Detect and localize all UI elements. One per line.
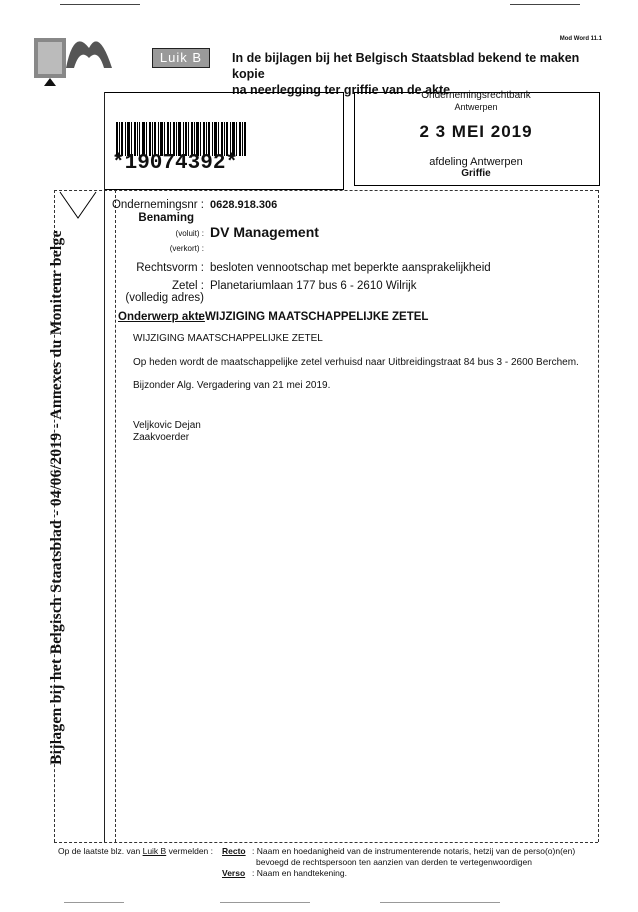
zetel-note: (volledig adres) xyxy=(125,292,204,304)
zetel-label: Zetel : xyxy=(172,280,204,292)
footer-vermelden: vermelden : xyxy=(168,846,214,856)
body-paragraph: Op heden wordt de maatschappelijke zetel verhuisd naar Uitbreidingstraat 84 bus 3 - 2600 Berchem. xyxy=(133,357,579,368)
company-number: 0628.918.306 xyxy=(210,199,278,211)
court-city: Antwerpen xyxy=(454,102,498,112)
registered-office: Planetariumlaan 177 bus 6 - 2610 Wilrijk xyxy=(210,280,417,292)
scan-line xyxy=(220,902,310,903)
body-paragraph: Bijzonder Alg. Vergadering van 21 mei 2019. xyxy=(133,380,331,391)
form-number: Mod Word 11.1 xyxy=(559,36,602,42)
recto-label: Recto xyxy=(222,846,246,856)
court-name: Ondernemingsrechtbank xyxy=(421,90,531,101)
company-name: DV Management xyxy=(210,224,319,240)
scan-line xyxy=(510,4,580,5)
rechtsvorm-label: Rechtsvorm : xyxy=(136,262,204,274)
frame-line xyxy=(54,190,598,191)
scan-line xyxy=(380,902,500,903)
signatory-name: Veljkovic Dejan xyxy=(133,420,201,431)
legal-form: besloten vennootschap met beperkte aansprakelijkheid xyxy=(210,262,491,274)
scan-line xyxy=(64,902,124,903)
recto-text-cont: bevoegd de rechtspersoon ten aanzien van derden te vertegenwoordigen xyxy=(256,857,532,867)
barcode-number: *19074392* xyxy=(112,152,239,175)
luik-b-badge: Luik B xyxy=(152,48,210,68)
verso-text: : Naam en handtekening. xyxy=(252,868,347,878)
vertical-solid-line xyxy=(104,92,105,842)
onderwerp-label: Onderwerp akte xyxy=(118,311,205,323)
barcode-image xyxy=(116,122,246,156)
company-number-label: Ondernemingsnr : xyxy=(111,199,204,211)
deed-subject: : WIJZIGING MAATSCHAPPELIJKE ZETEL xyxy=(198,311,429,323)
frame-line xyxy=(598,190,599,842)
body-heading: WIJZIGING MAATSCHAPPELIJKE ZETEL xyxy=(133,333,323,344)
scan-line xyxy=(60,4,140,5)
voluit-label: (voluit) : xyxy=(175,229,204,238)
benaming-label: Benaming xyxy=(138,212,194,224)
court-registry: Griffie xyxy=(461,168,491,179)
footer-luik: Luik B xyxy=(142,846,167,856)
footer-prefix-text: Op de laatste blz. van xyxy=(58,846,141,856)
signatory-role: Zaakvoerder xyxy=(133,432,190,443)
staatsblad-logo-icon xyxy=(34,28,112,92)
title-line: In de bijlagen bij het Belgisch Staatsblad bekend te maken kopie xyxy=(232,51,580,81)
filing-date: 2 3 MEI 2019 xyxy=(419,122,533,141)
verso-label: Verso xyxy=(222,868,246,878)
court-division: afdeling Antwerpen xyxy=(429,156,523,168)
frame-line xyxy=(54,842,598,843)
arrow-down-icon xyxy=(58,190,98,220)
footer-prefix xyxy=(58,846,213,856)
recto-text: : Naam en hoedanigheid van de instrumenterende notaris, hetzij van de perso(o)n(en) xyxy=(252,846,576,856)
side-annotation: Bijlagen bij het Belgisch Staatsblad - 04/06/2019 - Annexes du Moniteur belge xyxy=(48,230,65,765)
verkort-label: (verkort) : xyxy=(169,244,204,253)
title-line: na neerlegging ter griffie van de akte xyxy=(232,83,451,97)
